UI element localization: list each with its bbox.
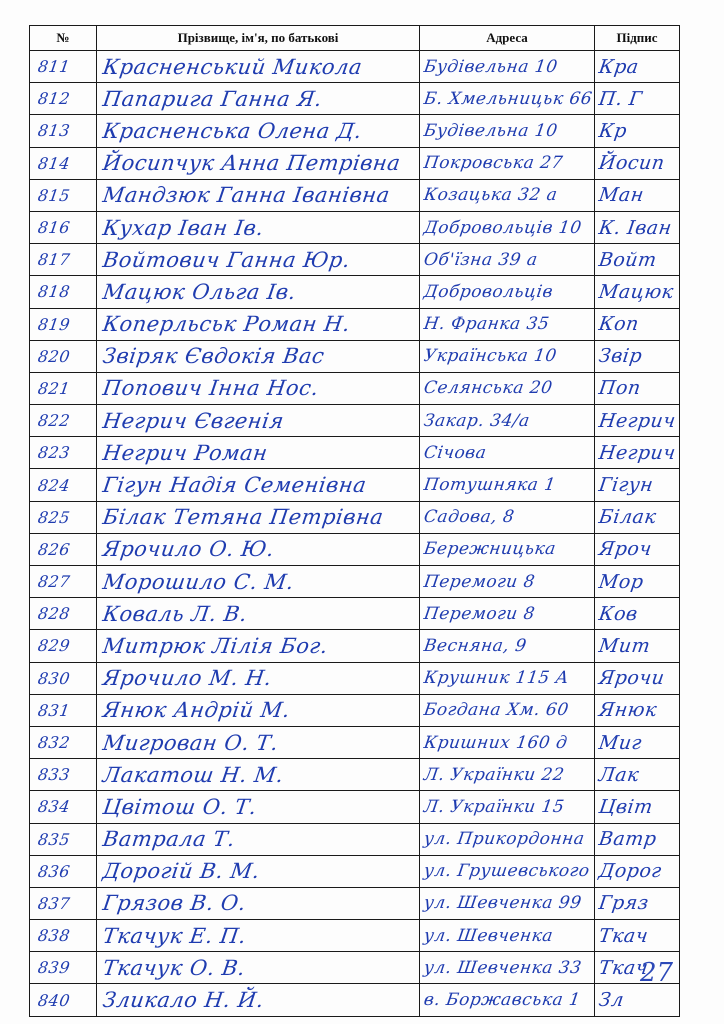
address-cell [420, 308, 595, 340]
signature-text: К. Іван [597, 216, 674, 239]
full-name-cell [97, 244, 420, 276]
full-name-cell [97, 437, 420, 469]
signature-text: Ватр [597, 828, 659, 851]
signature-cell [595, 694, 680, 726]
signature-text: Поп [597, 377, 643, 400]
row-number-cell [30, 51, 97, 83]
row-number-text: 835 [36, 829, 72, 849]
signature-cell [595, 405, 680, 437]
full-name-text: Дорогій В. М. [101, 859, 262, 884]
table-row [30, 437, 680, 469]
signature-cell [595, 598, 680, 630]
full-name-text: Войтович Ганна Юр. [101, 247, 352, 272]
full-name-text: Ткачук Е. П. [101, 923, 248, 948]
header-address: Адреса [420, 26, 595, 51]
row-number-cell [30, 566, 97, 598]
row-number-text: 836 [36, 861, 72, 881]
full-name-text: Мацюк Ольга Ів. [101, 279, 298, 304]
table-row [30, 533, 680, 565]
full-name-cell [97, 759, 420, 791]
row-number-cell [30, 823, 97, 855]
full-name-text: Йосипчук Анна Петрівна [101, 151, 403, 176]
signature-cell [595, 276, 680, 308]
address-text: Українська 10 [422, 346, 559, 367]
signature-cell [595, 469, 680, 501]
row-number-cell [30, 244, 97, 276]
row-number-text: 811 [36, 57, 72, 77]
full-name-text: Кухар Іван Ів. [101, 215, 266, 240]
signature-text: Яроч [597, 538, 654, 561]
full-name-text: Папарига Ганна Я. [101, 86, 324, 111]
full-name-text: Коперльськ Роман Н. [101, 312, 352, 337]
address-text: Будівельна 10 [422, 120, 559, 141]
address-text: Закар. 34/а [422, 410, 532, 431]
address-cell [420, 83, 595, 115]
table-row [30, 984, 680, 1016]
row-number-text: 824 [36, 475, 72, 495]
full-name-cell [97, 147, 420, 179]
table-body [30, 51, 680, 1017]
address-text: Добровольців [422, 281, 555, 302]
address-text: Крушник 115 А [422, 668, 571, 689]
address-cell [420, 855, 595, 887]
signature-text: Янюк [597, 699, 659, 722]
address-text: Л. Українки 15 [422, 796, 566, 817]
signature-text: Білак [597, 506, 658, 529]
full-name-text: Негрич Євгенія [101, 408, 286, 433]
signature-cell [595, 340, 680, 372]
full-name-text: Грязов В. О. [101, 891, 248, 916]
full-name-cell [97, 405, 420, 437]
address-text: Об'їзна 39 а [422, 249, 540, 270]
table-row [30, 179, 680, 211]
row-number-text: 838 [36, 926, 72, 946]
signature-text: Ков [597, 602, 640, 625]
address-text: Січова [422, 442, 488, 463]
full-name-text: Мандзюк Ганна Іванівна [101, 183, 392, 208]
row-number-cell [30, 887, 97, 919]
row-number-text: 827 [36, 572, 72, 592]
address-text: Л. Українки 22 [422, 764, 566, 785]
address-text: Садова, 8 [422, 507, 516, 528]
full-name-text: Красненський Микола [101, 54, 364, 79]
full-name-cell [97, 662, 420, 694]
signature-cell [595, 501, 680, 533]
full-name-text: Звіряк Євдокія Вас [101, 344, 327, 369]
address-cell [420, 372, 595, 404]
address-text: ул. Шевченка 33 [422, 957, 583, 978]
row-number-cell [30, 211, 97, 243]
address-cell [420, 823, 595, 855]
table-row [30, 566, 680, 598]
header-full-name: Прізвище, ім'я, по батькові [97, 26, 420, 51]
table-row [30, 211, 680, 243]
address-cell [420, 984, 595, 1016]
address-cell [420, 211, 595, 243]
signature-cell [595, 759, 680, 791]
full-name-text: Гігун Надія Семенівна [101, 473, 369, 498]
address-cell [420, 726, 595, 758]
table-row [30, 83, 680, 115]
address-cell [420, 501, 595, 533]
row-number-cell [30, 694, 97, 726]
signature-text: Негрич [597, 441, 678, 464]
row-number-text: 814 [36, 153, 72, 173]
full-name-text: Негрич Роман [101, 440, 270, 465]
signature-text: Миг [597, 731, 644, 754]
table-row [30, 598, 680, 630]
row-number-cell [30, 662, 97, 694]
full-name-text: Ярочило О. Ю. [101, 537, 276, 562]
row-number-text: 819 [36, 314, 72, 334]
address-cell [420, 469, 595, 501]
table-row [30, 372, 680, 404]
header-signature: Підпис [595, 26, 680, 51]
table-header-row [30, 26, 680, 51]
row-number-cell [30, 726, 97, 758]
signature-text: Кра [597, 55, 641, 78]
row-number-text: 822 [36, 411, 72, 431]
full-name-cell [97, 83, 420, 115]
signature-text: Мацюк [597, 280, 676, 303]
table-row [30, 726, 680, 758]
signature-cell [595, 372, 680, 404]
address-text: ул. Прикордонна [422, 829, 586, 850]
row-number-text: 833 [36, 765, 72, 785]
signature-text: Цвіт [597, 795, 655, 818]
row-number-text: 831 [36, 700, 72, 720]
full-name-cell [97, 115, 420, 147]
table-row [30, 791, 680, 823]
address-text: ул. Грушевського [422, 861, 591, 882]
full-name-cell [97, 276, 420, 308]
address-text: Будівельна 10 [422, 56, 559, 77]
address-cell [420, 115, 595, 147]
row-number-cell [30, 308, 97, 340]
table-row [30, 694, 680, 726]
full-name-cell [97, 855, 420, 887]
signature-cell [595, 887, 680, 919]
row-number-cell [30, 405, 97, 437]
full-name-cell [97, 984, 420, 1016]
full-name-cell [97, 791, 420, 823]
signature-text: Звір [597, 345, 644, 368]
signature-cell [595, 115, 680, 147]
full-name-text: Ярочило М. Н. [101, 666, 274, 691]
signature-text: Йосип [597, 152, 667, 175]
table-row [30, 855, 680, 887]
signature-text: П. Г [597, 87, 644, 110]
full-name-cell [97, 469, 420, 501]
address-cell [420, 437, 595, 469]
full-name-text: Зликало Н. Й. [101, 988, 266, 1013]
table-row [30, 51, 680, 83]
full-name-cell [97, 887, 420, 919]
row-number-text: 817 [36, 250, 72, 270]
address-cell [420, 759, 595, 791]
row-number-cell [30, 920, 97, 952]
row-number-cell [30, 372, 97, 404]
full-name-cell [97, 598, 420, 630]
signature-cell [595, 726, 680, 758]
address-cell [420, 405, 595, 437]
row-number-text: 820 [36, 346, 72, 366]
signature-text: Ман [597, 184, 646, 207]
address-cell [420, 340, 595, 372]
row-number-text: 825 [36, 507, 72, 527]
signature-cell [595, 920, 680, 952]
row-number-text: 823 [36, 443, 72, 463]
address-text: Добровольців 10 [422, 217, 583, 238]
row-number-cell [30, 952, 97, 984]
table-row [30, 920, 680, 952]
table-row [30, 340, 680, 372]
signature-text: Гігун [597, 474, 655, 497]
row-number-text: 829 [36, 636, 72, 656]
row-number-cell [30, 501, 97, 533]
signature-text: Кр [597, 119, 629, 142]
full-name-cell [97, 566, 420, 598]
page-number: 27 [640, 958, 674, 988]
signature-cell [595, 211, 680, 243]
row-number-text: 818 [36, 282, 72, 302]
address-text: Потушняка 1 [422, 475, 558, 496]
full-name-cell [97, 51, 420, 83]
signature-text: Негрич [597, 409, 678, 432]
address-text: Покровська 27 [422, 153, 565, 174]
full-name-text: Мигрован О. Т. [101, 730, 280, 755]
table-row [30, 405, 680, 437]
full-name-text: Ткачук О. В. [101, 955, 247, 980]
address-text: Кришних 160 д [422, 732, 569, 753]
signature-text: Дорог [597, 860, 664, 883]
signature-cell [595, 662, 680, 694]
address-text: Селянська 20 [422, 378, 554, 399]
row-number-cell [30, 437, 97, 469]
table-row [30, 952, 680, 984]
address-cell [420, 694, 595, 726]
signature-cell [595, 533, 680, 565]
signature-cell [595, 984, 680, 1016]
table-row [30, 662, 680, 694]
signature-cell [595, 83, 680, 115]
signature-text: Войт [597, 248, 659, 271]
table-row [30, 244, 680, 276]
row-number-cell [30, 340, 97, 372]
signature-table [29, 25, 680, 1017]
table-row [30, 276, 680, 308]
address-text: Бережницька [422, 539, 558, 560]
signature-cell [595, 855, 680, 887]
full-name-cell [97, 340, 420, 372]
row-number-text: 834 [36, 797, 72, 817]
address-cell [420, 791, 595, 823]
address-cell [420, 920, 595, 952]
address-text: Перемоги 8 [422, 603, 537, 624]
full-name-cell [97, 694, 420, 726]
full-name-cell [97, 726, 420, 758]
full-name-cell [97, 920, 420, 952]
address-text: Перемоги 8 [422, 571, 537, 592]
full-name-cell [97, 211, 420, 243]
row-number-cell [30, 83, 97, 115]
address-cell [420, 533, 595, 565]
full-name-text: Цвітош О. Т. [101, 794, 259, 819]
row-number-cell [30, 759, 97, 791]
address-cell [420, 244, 595, 276]
row-number-cell [30, 855, 97, 887]
signature-cell [595, 823, 680, 855]
header-number: № [30, 26, 97, 51]
table-row [30, 630, 680, 662]
signature-text: Мит [597, 634, 652, 657]
signature-cell [595, 308, 680, 340]
row-number-cell [30, 598, 97, 630]
table-row [30, 469, 680, 501]
signature-text: Ярочи [597, 667, 667, 690]
row-number-cell [30, 276, 97, 308]
row-number-text: 837 [36, 893, 72, 913]
address-text: ул. Шевченка 99 [422, 893, 583, 914]
signature-text: Лак [597, 763, 641, 786]
table-row [30, 501, 680, 533]
address-cell [420, 179, 595, 211]
address-cell [420, 51, 595, 83]
table-row [30, 759, 680, 791]
row-number-cell [30, 115, 97, 147]
full-name-cell [97, 501, 420, 533]
full-name-cell [97, 952, 420, 984]
address-cell [420, 952, 595, 984]
signature-text: Ткач [597, 924, 650, 947]
full-name-text: Ватрала Т. [101, 827, 237, 852]
signature-text: Ткач [597, 956, 650, 979]
table-row [30, 823, 680, 855]
row-number-text: 840 [36, 990, 72, 1010]
row-number-text: 816 [36, 218, 72, 238]
signature-text: Мор [597, 570, 646, 593]
full-name-text: Попович Інна Нос. [101, 376, 321, 401]
full-name-cell [97, 308, 420, 340]
signature-cell [595, 630, 680, 662]
table-row [30, 147, 680, 179]
address-text: Б. Хмельницьк 66 [422, 88, 594, 109]
signature-cell [595, 791, 680, 823]
address-text: Козацька 32 а [422, 185, 559, 206]
row-number-text: 832 [36, 733, 72, 753]
address-cell [420, 147, 595, 179]
full-name-text: Морошило С. М. [101, 569, 296, 594]
row-number-text: 826 [36, 539, 72, 559]
row-number-text: 815 [36, 185, 72, 205]
row-number-cell [30, 533, 97, 565]
row-number-text: 839 [36, 958, 72, 978]
signature-text: Коп [597, 313, 641, 336]
signature-cell [595, 566, 680, 598]
signature-cell [595, 437, 680, 469]
signature-cell [595, 51, 680, 83]
row-number-cell [30, 630, 97, 662]
full-name-text: Лакатош Н. М. [101, 762, 286, 787]
full-name-cell [97, 372, 420, 404]
row-number-text: 813 [36, 121, 72, 141]
signature-cell [595, 147, 680, 179]
row-number-cell [30, 147, 97, 179]
address-cell [420, 662, 595, 694]
row-number-text: 830 [36, 668, 72, 688]
signature-text: Зл [597, 989, 626, 1012]
signature-cell [595, 179, 680, 211]
table-row [30, 115, 680, 147]
address-cell [420, 276, 595, 308]
row-number-cell [30, 984, 97, 1016]
address-text: Весняна, 9 [422, 635, 528, 656]
full-name-text: Янюк Андрій М. [101, 698, 292, 723]
address-text: Богдана Хм. 60 [422, 700, 571, 721]
signature-cell [595, 244, 680, 276]
row-number-text: 828 [36, 604, 72, 624]
row-number-cell [30, 179, 97, 211]
full-name-cell [97, 533, 420, 565]
address-text: Н. Франка 35 [422, 314, 551, 335]
row-number-cell [30, 469, 97, 501]
full-name-cell [97, 823, 420, 855]
full-name-text: Білак Тетяна Петрівна [101, 505, 386, 530]
table-row [30, 887, 680, 919]
address-text: ул. Шевченка [422, 925, 555, 946]
address-cell [420, 566, 595, 598]
full-name-text: Митрюк Лілія Бог. [101, 633, 330, 658]
full-name-cell [97, 179, 420, 211]
full-name-text: Красненська Олена Д. [101, 118, 364, 143]
signature-text: Гряз [597, 892, 651, 915]
address-cell [420, 887, 595, 919]
full-name-cell [97, 630, 420, 662]
address-text: в. Боржавська 1 [422, 990, 582, 1011]
row-number-cell [30, 791, 97, 823]
full-name-text: Коваль Л. В. [101, 601, 249, 626]
table-row [30, 308, 680, 340]
address-cell [420, 598, 595, 630]
row-number-text: 812 [36, 89, 72, 109]
row-number-text: 821 [36, 378, 72, 398]
address-cell [420, 630, 595, 662]
